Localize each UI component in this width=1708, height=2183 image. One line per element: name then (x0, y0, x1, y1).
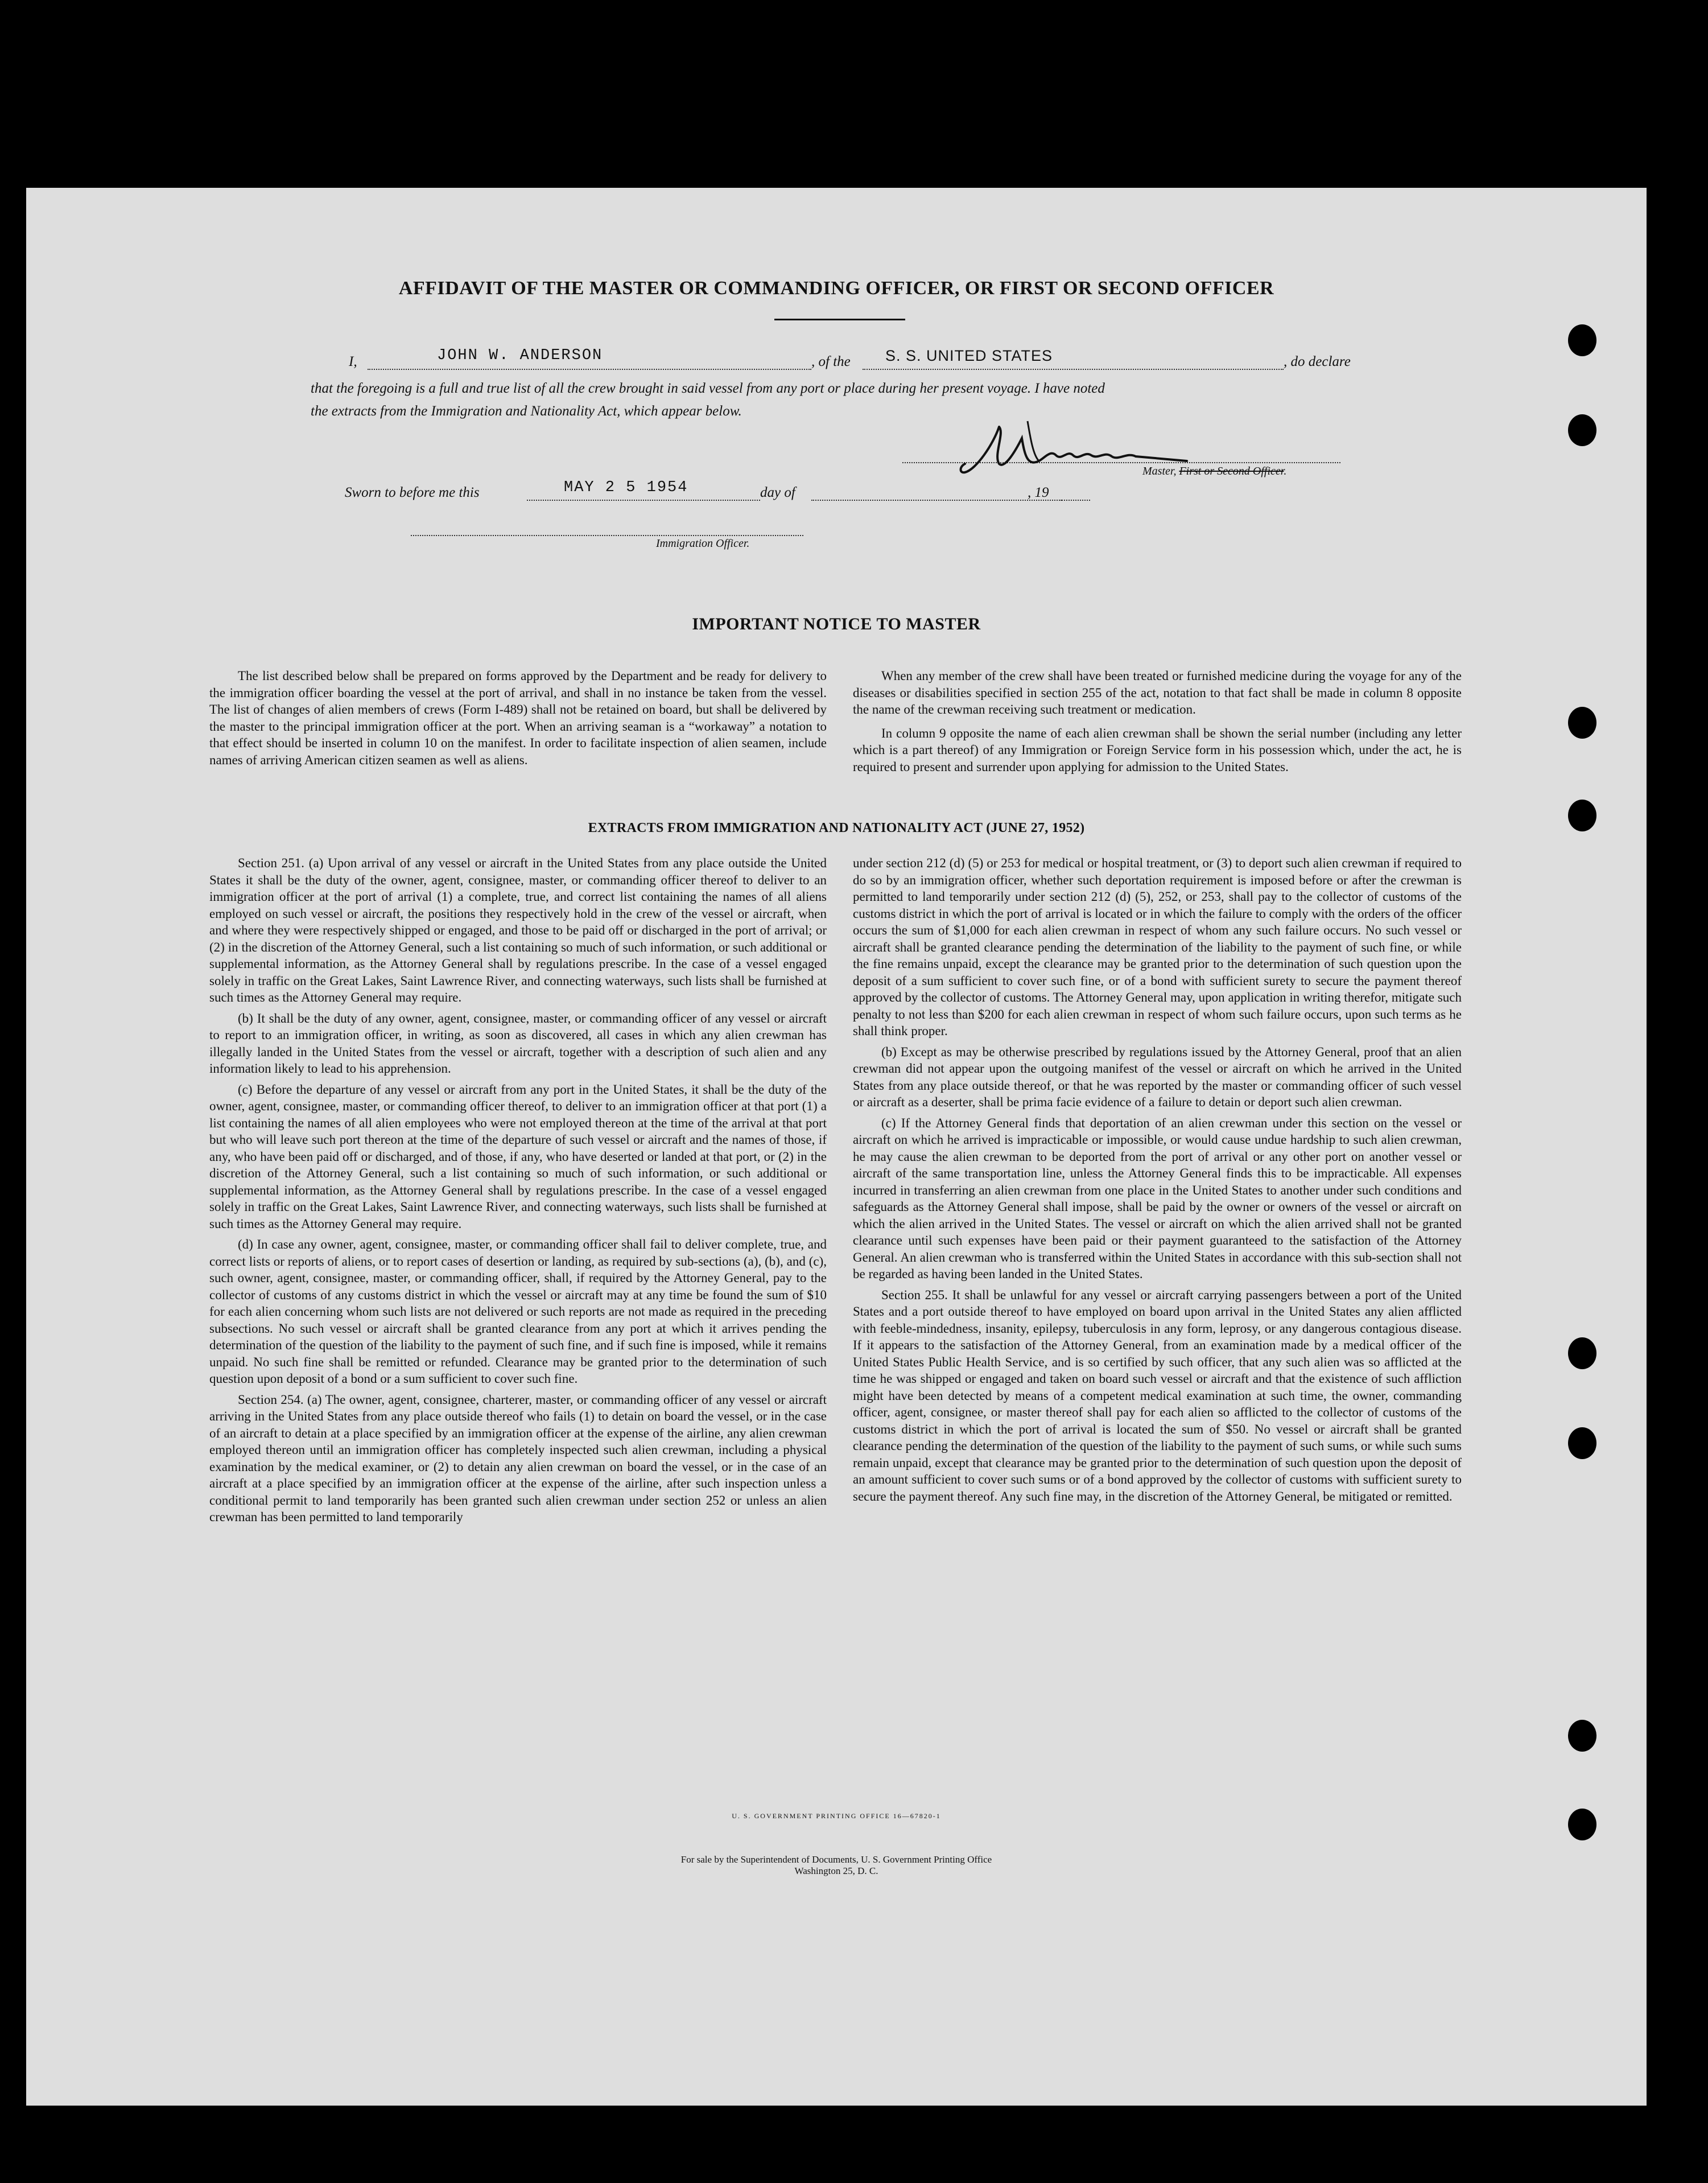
i-label: I, (349, 354, 357, 369)
notice-right-paragraph-2: In column 9 opposite the name of each alien crewman shall be shown the serial number (including any letter which is a part thereof) of any Immigration or Foreign Service form in his possession which, under the act, he is required to present and surrender upon applying for admission to the United States. (853, 726, 1462, 774)
statement-line-2: the extracts from the Immigration and Nationality Act, which appear below. (311, 403, 742, 419)
sworn-date-stamp: MAY 2 5 1954 (564, 479, 688, 496)
notice-right-paragraph-1: When any member of the crew shall have been treated or furnished medicine during the voyage for any of the diseases or disabilities specified in section 255 of the act, notation to that fact shall be made in column 8 opposite the name of the crewman receiving such treatment or medication. (853, 669, 1462, 716)
title-rule (774, 319, 905, 320)
punch-hole (1568, 1337, 1596, 1369)
day-of-label: day of (760, 485, 795, 500)
punch-hole (1568, 414, 1596, 446)
statement-line-1: that the foregoing is a full and true list of all the crew brought in said vessel from any port or place during her present voyage. I have noted (311, 381, 1105, 396)
notice-title: IMPORTANT NOTICE TO MASTER (692, 615, 981, 633)
do-declare-label: , do declare (1284, 354, 1351, 369)
affidavit-title: AFFIDAVIT OF THE MASTER OR COMMANDING OFFICER, OR FIRST OR SECOND OFFICER (398, 278, 1274, 299)
sworn-date-dotted-line (527, 500, 760, 501)
punch-hole (1568, 707, 1596, 739)
extract-paragraph: Section 254. (a) The owner, agent, consignee, charterer, master, or commanding officer of any vessel or aircraft arriving in the United States from any place outside thereof who fails (1) to detain on board the vessel, or in the case of an aircraft to detain at a place specified by an immigration officer at the expense of the airline, any alien crewman employed thereon until an immigration officer has completely inspected such alien crewman, including a physical examination by the medical examiner, or (2) to detain any alien crewman on board the vessel, or in the case of an aircraft at a place specified by an immigration officer at the expense of the airline, after such inspection unless a conditional permit to land temporarily has been granted such alien crewman under section 252 or unless an alien crewman has been permitted to land temporarily (209, 1392, 827, 1524)
signer-title-struck: First or Second Officer (1179, 465, 1284, 477)
officer-label: Immigration Officer. (656, 537, 750, 550)
punch-hole (1568, 1720, 1596, 1752)
sale-notice-line-2: Washington 25, D. C. (794, 1865, 878, 1876)
punch-hole (1568, 324, 1596, 356)
sworn-label: Sworn to before me this (345, 485, 480, 500)
extract-paragraph: (b) Except as may be otherwise prescribed by regulations issued by the Attorney General, proof that an alien crewman did not appear upon the outgoing manifest of the vessel or aircraft on which he arrived in the United States from any place outside thereof, or that he was reported by the master or commanding officer of such vessel or aircraft as a deserter, shall be prima facie evidence of a failure to detain or deport such alien crewman. (853, 1044, 1462, 1109)
extracts-right-column (853, 855, 1462, 1509)
affidavit-form-page (26, 188, 1647, 2106)
extract-paragraph: Section 255. It shall be unlawful for any vessel or aircraft carrying passengers between a port of the United States and a port outside thereof to have employed on board upon arrival in the United States any alien afflicted with feeble-mindedness, insanity, epilepsy, tuberculosis in any form, leprosy, or any dangerous contagious disease. If it appears to the satisfaction of the Attorney General, from an examination made by a medical officer of the United States Public Health Service, and is so certified by such officer, that any such alien was so afflicted at the time he was shipped or engaged and taken on board such vessel or aircraft and that the existence of such affliction might have been detected by means of a competent medical examination at such time, the owner, commanding officer, agent, consignee, or master thereof shall pay for each alien so afflicted to the collector of customs of the customs district in which the port of arrival is located the sum of $50. No vessel or aircraft shall be granted clearance pending the determination of the question of the liability to the payment of such sums, or while such sums remain unpaid, except that clearance may be granted prior to the determination of such question upon the deposit of an amount sufficient to cover such sums or of a bond approved by the collector of customs with sufficient surety to secure the payment thereof. Any such fine may, in the discretion of the Attorney General, be mitigated or remitted. (853, 1287, 1462, 1504)
sale-notice (26, 1854, 1647, 1877)
punch-hole (1568, 1809, 1596, 1840)
punch-hole (1568, 1427, 1596, 1459)
extracts-left-column (209, 855, 827, 1530)
extract-paragraph: (b) It shall be the duty of any owner, agent, consignee, master, or commanding officer of any vessel or aircraft to report to an immigration officer, in writing, as soon as discovered, all cases in which any alien crewman has illegally landed in the United States from the vessel or aircraft, together with a description of such alien and any information likely to lead to his apprehension. (209, 1011, 827, 1076)
notice-left-column (209, 668, 827, 772)
master-name-value: JOHN W. ANDERSON (437, 347, 603, 364)
extract-paragraph: (c) If the Attorney General finds that deportation of an alien crewman under this section on the vessel or aircraft on which he arrived is impracticable or impossible, or would cause undue hardship to such alien crewman, he may cause the alien crewman to be deported from the port of arrival or any other port on another vessel or aircraft of the same transportation line, unless the Attorney General finds this to be impracticable. All expenses incurred in transferring an alien crewman from one place in the United States to another under such conditions and safeguards as the Attorney General shall impose, shall be paid by the owner or owners of the vessel or aircraft on which the alien arrived in the United States. The vessel or aircraft on which the alien arrived shall not be granted clearance until such expenses have been paid or their payment guaranteed to the satisfaction of the Attorney General. An alien crewman who is transferred within the United States in accordance with this sub-section shall not be regarded as having been landed in the United States. (853, 1115, 1462, 1281)
signer-title (1142, 465, 1286, 478)
month-dotted-line (811, 500, 1062, 501)
of-the-label: , of the (811, 354, 851, 369)
signer-title-master: Master, (1142, 465, 1177, 477)
sale-notice-line-1: For sale by the Superintendent of Documents, U. S. Government Printing Office (680, 1854, 992, 1865)
vessel-dotted-line (863, 369, 1284, 370)
extract-paragraph: Section 251. (a) Upon arrival of any vessel or aircraft in the United States from any place outside the United States it shall be the duty of the owner, agent, consignee, master, or commanding officer thereof to deliver to an immigration officer at the port of arrival (1) a complete, true, and correct list containing the names of all aliens employed on such vessel or aircraft, the positions they respectively hold in the crew of the vessel or aircraft, when and where they were respectively shipped or engaged, and those to be paid off or discharged in the port of arrival; or (2) in the discretion of the Attorney General, such a list containing so much of such information, or such additional or supplemental information, as the Attorney General shall by regulations prescribe. In the case of a vessel engaged solely in traffic on the Great Lakes, Saint Lawrence River, and connecting waterways, such lists shall be furnished at such times as the Attorney General may require. (209, 856, 827, 1004)
name-dotted-line (368, 369, 811, 370)
extract-paragraph: (c) Before the departure of any vessel or aircraft from any port in the United States, it shall be the duty of the owner, agent, consignee, master, or commanding officer thereof, to deliver to an immigration officer at that port (1) a list containing the names of all alien employees who were not employed thereon at the time of the arrival at that port but who will leave such port thereon at the time of the departure of such vessel or aircraft and the names of those, if any, who have been paid off or discharged, and of those, if any, who have deserted or landed at that port, or (2) in the discretion of the Attorney General, such a list containing so much of such information, or such additional or supplemental information, as the Attorney General shall by regulations prescribe. In the case of a vessel engaged solely in traffic on the Great Lakes, Saint Lawrence River, and connecting waterways, such lists shall be furnished at such times as the Attorney General may require. (209, 1082, 827, 1231)
vessel-name-value: S. S. UNITED STATES (885, 347, 1053, 364)
signer-title-end: . (1284, 465, 1287, 477)
officer-dotted-line (411, 535, 803, 536)
extract-paragraph: under section 212 (d) (5) or 253 for medical or hospital treatment, or (3) to deport such alien crewman if required to do so by an immigration officer, whether such deportation requirement is imposed before or after the crewman is permitted to land temporarily under section 212 (d) (5), 252, or 253, shall pay to the collector of customs of the customs district in which the port of arrival is located or in which the failure to comply with the orders of the officer occurs the sum of $1,000 for each alien crewman in respect of whom any such failure occurs. No such vessel or aircraft shall be granted clearance pending the determination of the liability to the payment of such fine, or while the fine remains unpaid, except the clearance may be granted prior to the determination of such question upon the deposit of a sum sufficient to cover such fine, or of a bond with sufficient surety to secure the payment thereof approved by the collector of customs. The Attorney General may, upon application in writing therefor, mitigate such penalty to not less than $200 for each alien crewman in respect of whom such failure occurs, upon such terms as he shall think proper. (853, 856, 1462, 1038)
year-prefix: , 19 (1028, 485, 1049, 500)
punch-hole (1568, 800, 1596, 831)
printing-office-line: U. S. GOVERNMENT PRINTING OFFICE 16—67820-1 (732, 1812, 941, 1820)
notice-right-column (853, 668, 1462, 779)
extracts-title: EXTRACTS FROM IMMIGRATION AND NATIONALITY ACT (JUNE 27, 1952) (588, 821, 1085, 835)
extract-paragraph: (d) In case any owner, agent, consignee, master, or commanding officer shall fail to deliver complete, true, and correct lists or reports of aliens, or to report cases of desertion or landing, as required by sub-sections (a), (b), and (c), such owner, agent, consignee, master, or commanding officer, shall, if required by the Attorney General, pay to the collector of customs of any customs district in which the vessel or aircraft may at any time be found the sum of $10 for each alien concerning whom such lists are not delivered or such reports are not made as required in the preceding subsections. No such vessel or aircraft shall be granted clearance from any port at which it arrives pending the determination of the question of the liability to the payment of such fine, and if such fine is imposed, while it remains unpaid. No such fine shall be remitted or refunded. Clearance may be granted prior to the determination of such question upon deposit of a bond or a sum sufficient to cover such fine. (209, 1237, 827, 1386)
year-dotted-line (1059, 500, 1090, 501)
notice-left-paragraph: The list described below shall be prepared on forms approved by the Department and be ready for delivery to the immigration officer boarding the vessel at the port of arrival, and shall in no instance be taken from the vessel. The list of changes of alien members of crews (Form I-489) shall not be retained on board, but shall be delivered by the master to the principal immigration officer at the port. When an arriving seaman is a “workaway” a notation to that effect should be inserted in column 10 on the manifest. In order to facilitate inspection of alien seamen, include names of arriving American citizen seamen as well as aliens. (209, 669, 827, 767)
